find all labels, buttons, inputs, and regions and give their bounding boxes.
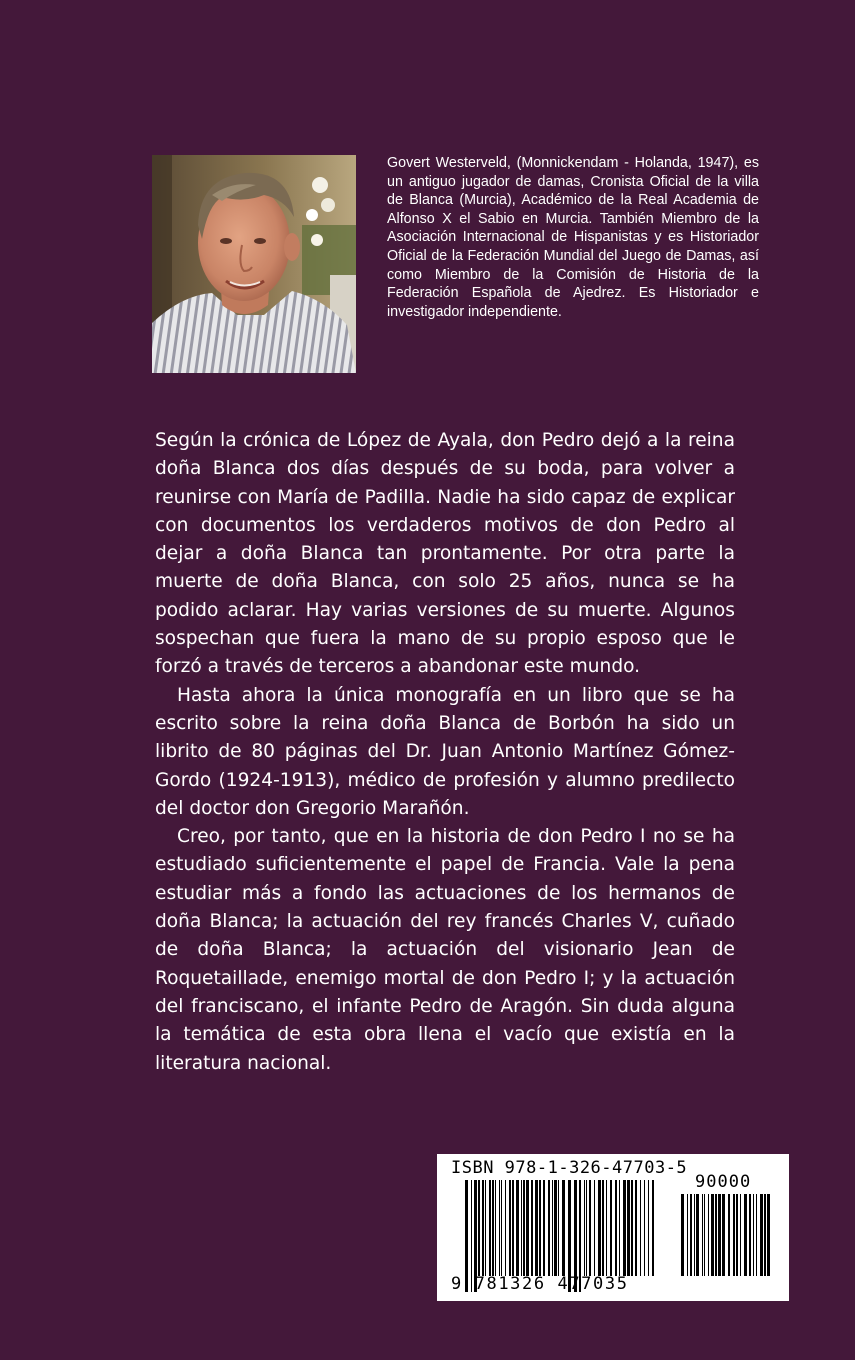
barcode-bar (598, 1180, 601, 1276)
barcode-bar (648, 1180, 649, 1276)
barcode-bar (627, 1180, 630, 1276)
barcode-bar (485, 1180, 486, 1276)
blurb-paragraph-3: Creo, por tanto, que en la historia de don Pedro I no se ha estudiado suficientemente el papel de Francia. Vale la pena estudiar más a fondo las actuaciones de los hermanos de doña Blanca; la actuación del rey francés Charles V, cuñado de doña Blanca; la actuación del visionario Jean de Roquetaillade, enemigo mortal de don Pedro I; y la actuación del franciscano, el infante Pedro de Aragón. Sin duda alguna la temática de esta obra llena el vacío que existía en la literatura nacional. (155, 826, 735, 1074)
barcode-bar (512, 1180, 514, 1276)
author-bio: Govert Westerveld, (Monnickendam - Holanda, 1947), es un antiguo jugador de damas, Cronista Oficial de la villa de Blanca (Murcia), Académico de la Real Academia de Alfonso X el Sabio en Murcia. También Miembro de la Asociación Internacional de Hispanistas y es Historiador Oficial de la Federación Mundial del Juego de Damas, así como Miembro de la Comisión de Historia de la Federación Española de Ajedrez. Es Historiador e investigador independiente. (387, 155, 759, 320)
barcode-bar (704, 1194, 705, 1276)
barcode-bar (478, 1180, 480, 1276)
barcode-bar (558, 1180, 559, 1276)
barcode-bar (722, 1194, 725, 1276)
barcode-bar (531, 1180, 533, 1276)
barcode-bar (767, 1194, 770, 1276)
barcode-bar (489, 1180, 491, 1276)
barcode-bar (715, 1194, 717, 1276)
author-portrait-image (152, 155, 356, 373)
barcode-bar (760, 1194, 763, 1276)
barcode-bar (562, 1180, 565, 1276)
barcode-bar (681, 1194, 684, 1276)
barcode-bar (733, 1194, 735, 1276)
barcode-bar (552, 1180, 553, 1276)
barcode-bar (623, 1180, 626, 1276)
barcode-bar (499, 1180, 500, 1276)
barcode-bar (744, 1194, 747, 1276)
ean-digits: 9 781326 477035 (451, 1274, 629, 1294)
barcode-bar (554, 1180, 557, 1276)
barcode-bar (521, 1180, 522, 1276)
barcode-bar (586, 1180, 587, 1276)
book-blurb (155, 427, 735, 1078)
barcode-bar (615, 1180, 617, 1276)
barcode-bar (584, 1180, 585, 1276)
barcode-bar (516, 1180, 519, 1276)
barcode-bar (631, 1180, 633, 1276)
barcode-bar (736, 1194, 738, 1276)
author-photo (152, 155, 356, 373)
barcode-bar (753, 1194, 754, 1276)
barcode-bar (610, 1180, 612, 1276)
barcode-bar (711, 1194, 714, 1276)
barcode-bar (619, 1180, 620, 1276)
barcode-bar (543, 1180, 545, 1276)
barcode-bar (505, 1180, 506, 1276)
barcode-bar (652, 1180, 654, 1276)
isbn-label: ISBN 978-1-326-47703-5 (451, 1158, 688, 1178)
barcode-bar (718, 1194, 721, 1276)
barcode-bar (644, 1180, 645, 1276)
barcode-bar (594, 1180, 595, 1276)
barcode-bar (482, 1180, 484, 1276)
barcode-bar (764, 1194, 766, 1276)
barcode-bar (640, 1180, 641, 1276)
blurb-paragraph-1: Según la crónica de López de Ayala, don Pedro dejó a la reina doña Blanca dos días después de su boda, para volver a reunirse con María de Padilla. Nadie ha sido capaz de explicar con documentos los verdaderos motivos de don Pedro al dejar a doña Blanca tan prontamente. Por otra parte la muerte de doña Blanca, con solo 25 años, nunca se ha podido aclarar. Hay varias versiones de su muerte. Algunos sospechan que fuera la mano de su propio esposo que le forzó a través de terceros a abandonar este mundo. (155, 430, 735, 678)
price-code: 90000 (695, 1172, 752, 1192)
barcode-bar (749, 1194, 751, 1276)
barcode-bar (535, 1180, 538, 1276)
barcode-bar (539, 1180, 541, 1276)
barcode-bar (702, 1194, 703, 1276)
barcode-bar (696, 1194, 699, 1276)
barcode-bar (526, 1180, 529, 1276)
barcode-bar (523, 1180, 525, 1276)
barcode-bar (728, 1194, 730, 1276)
blurb-paragraph-2: Hasta ahora la única monografía en un libro que se ha escrito sobre la reina doña Blanca de Borbón ha sido un librito de 80 páginas del Dr. Juan Antonio Martínez Gómez-Gordo (1924-1913), médico de profesión y alumno predilecto del doctor don Gregorio Marañón. (155, 684, 735, 819)
barcode-bar (492, 1180, 494, 1276)
barcode-bar (756, 1194, 757, 1276)
barcode-bar (602, 1180, 604, 1276)
isbn-barcode (437, 1154, 789, 1301)
barcode-bar (548, 1180, 550, 1276)
barcode-bar (687, 1194, 688, 1276)
barcode-bar (589, 1180, 591, 1276)
barcode-bar (635, 1180, 637, 1276)
barcode-bar (509, 1180, 511, 1276)
barcode-bar (690, 1194, 692, 1276)
barcode-bar (495, 1180, 496, 1276)
barcode-bar (740, 1194, 741, 1276)
barcode-bar (694, 1194, 695, 1276)
barcode-bar (606, 1180, 607, 1276)
barcode-bar (708, 1194, 709, 1276)
addon-barcode-bars (681, 1194, 771, 1292)
barcode-bar (501, 1180, 502, 1276)
